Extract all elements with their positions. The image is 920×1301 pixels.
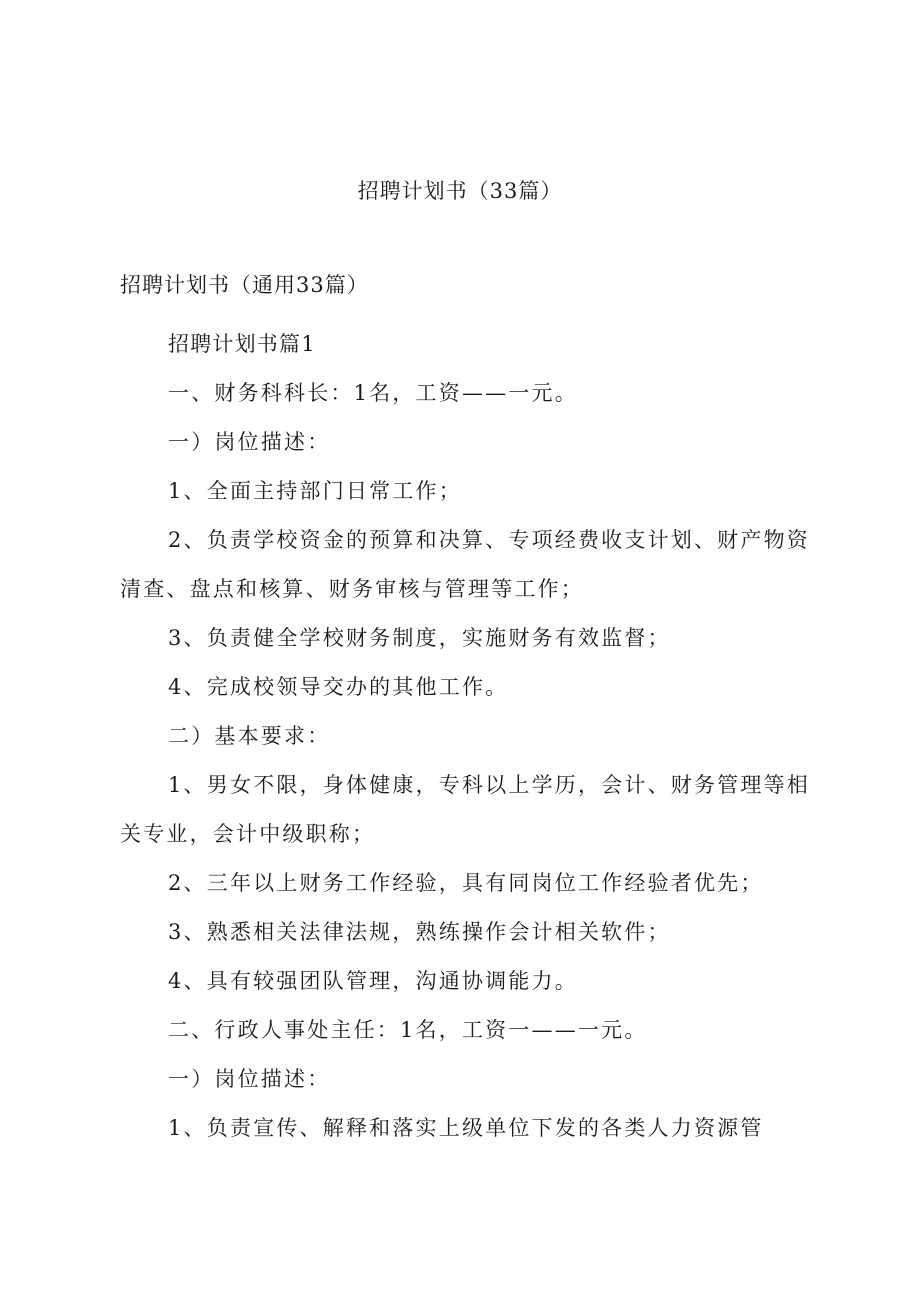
paragraph: 一、财务科科长：1名，工资——一元。 (168, 381, 578, 405)
paragraph: 2、负责学校资金的预算和决算、专项经费收支计划、财产物资清查、盘点和核算、财务审核与管理等工作； (120, 528, 810, 601)
paragraph: 1、负责宣传、解释和落实上级单位下发的各类人力资源管 (168, 1116, 764, 1140)
paragraph: 2、三年以上财务工作经验，具有同岗位工作经验者优先； (168, 871, 764, 895)
paragraph: 二、行政人事处主任：1名，工资一——一元。 (168, 1018, 648, 1042)
paragraph: 4、具有较强团队管理，沟通协调能力。 (168, 969, 578, 993)
paragraph: 3、熟悉相关法律法规，熟练操作会计相关软件； (168, 920, 671, 944)
document-subtitle: 招聘计划书（通用33篇） (120, 273, 369, 297)
paragraph: 一）岗位描述： (168, 1067, 331, 1091)
paragraph: 4、完成校领导交办的其他工作。 (168, 675, 509, 699)
document-title: 招聘计划书（33篇） (357, 179, 563, 203)
paragraph: 一）岗位描述： (168, 430, 331, 454)
paragraph: 二）基本要求： (168, 724, 331, 748)
paragraph: 3、负责健全学校财务制度，实施财务有效监督； (168, 626, 671, 650)
document-body (120, 320, 810, 1153)
paragraph: 1、男女不限，身体健康，专科以上学历，会计、财务管理等相关专业，会计中级职称； (120, 773, 810, 846)
section-heading: 招聘计划书篇1 (168, 332, 316, 356)
paragraph: 1、全面主持部门日常工作； (168, 479, 462, 503)
